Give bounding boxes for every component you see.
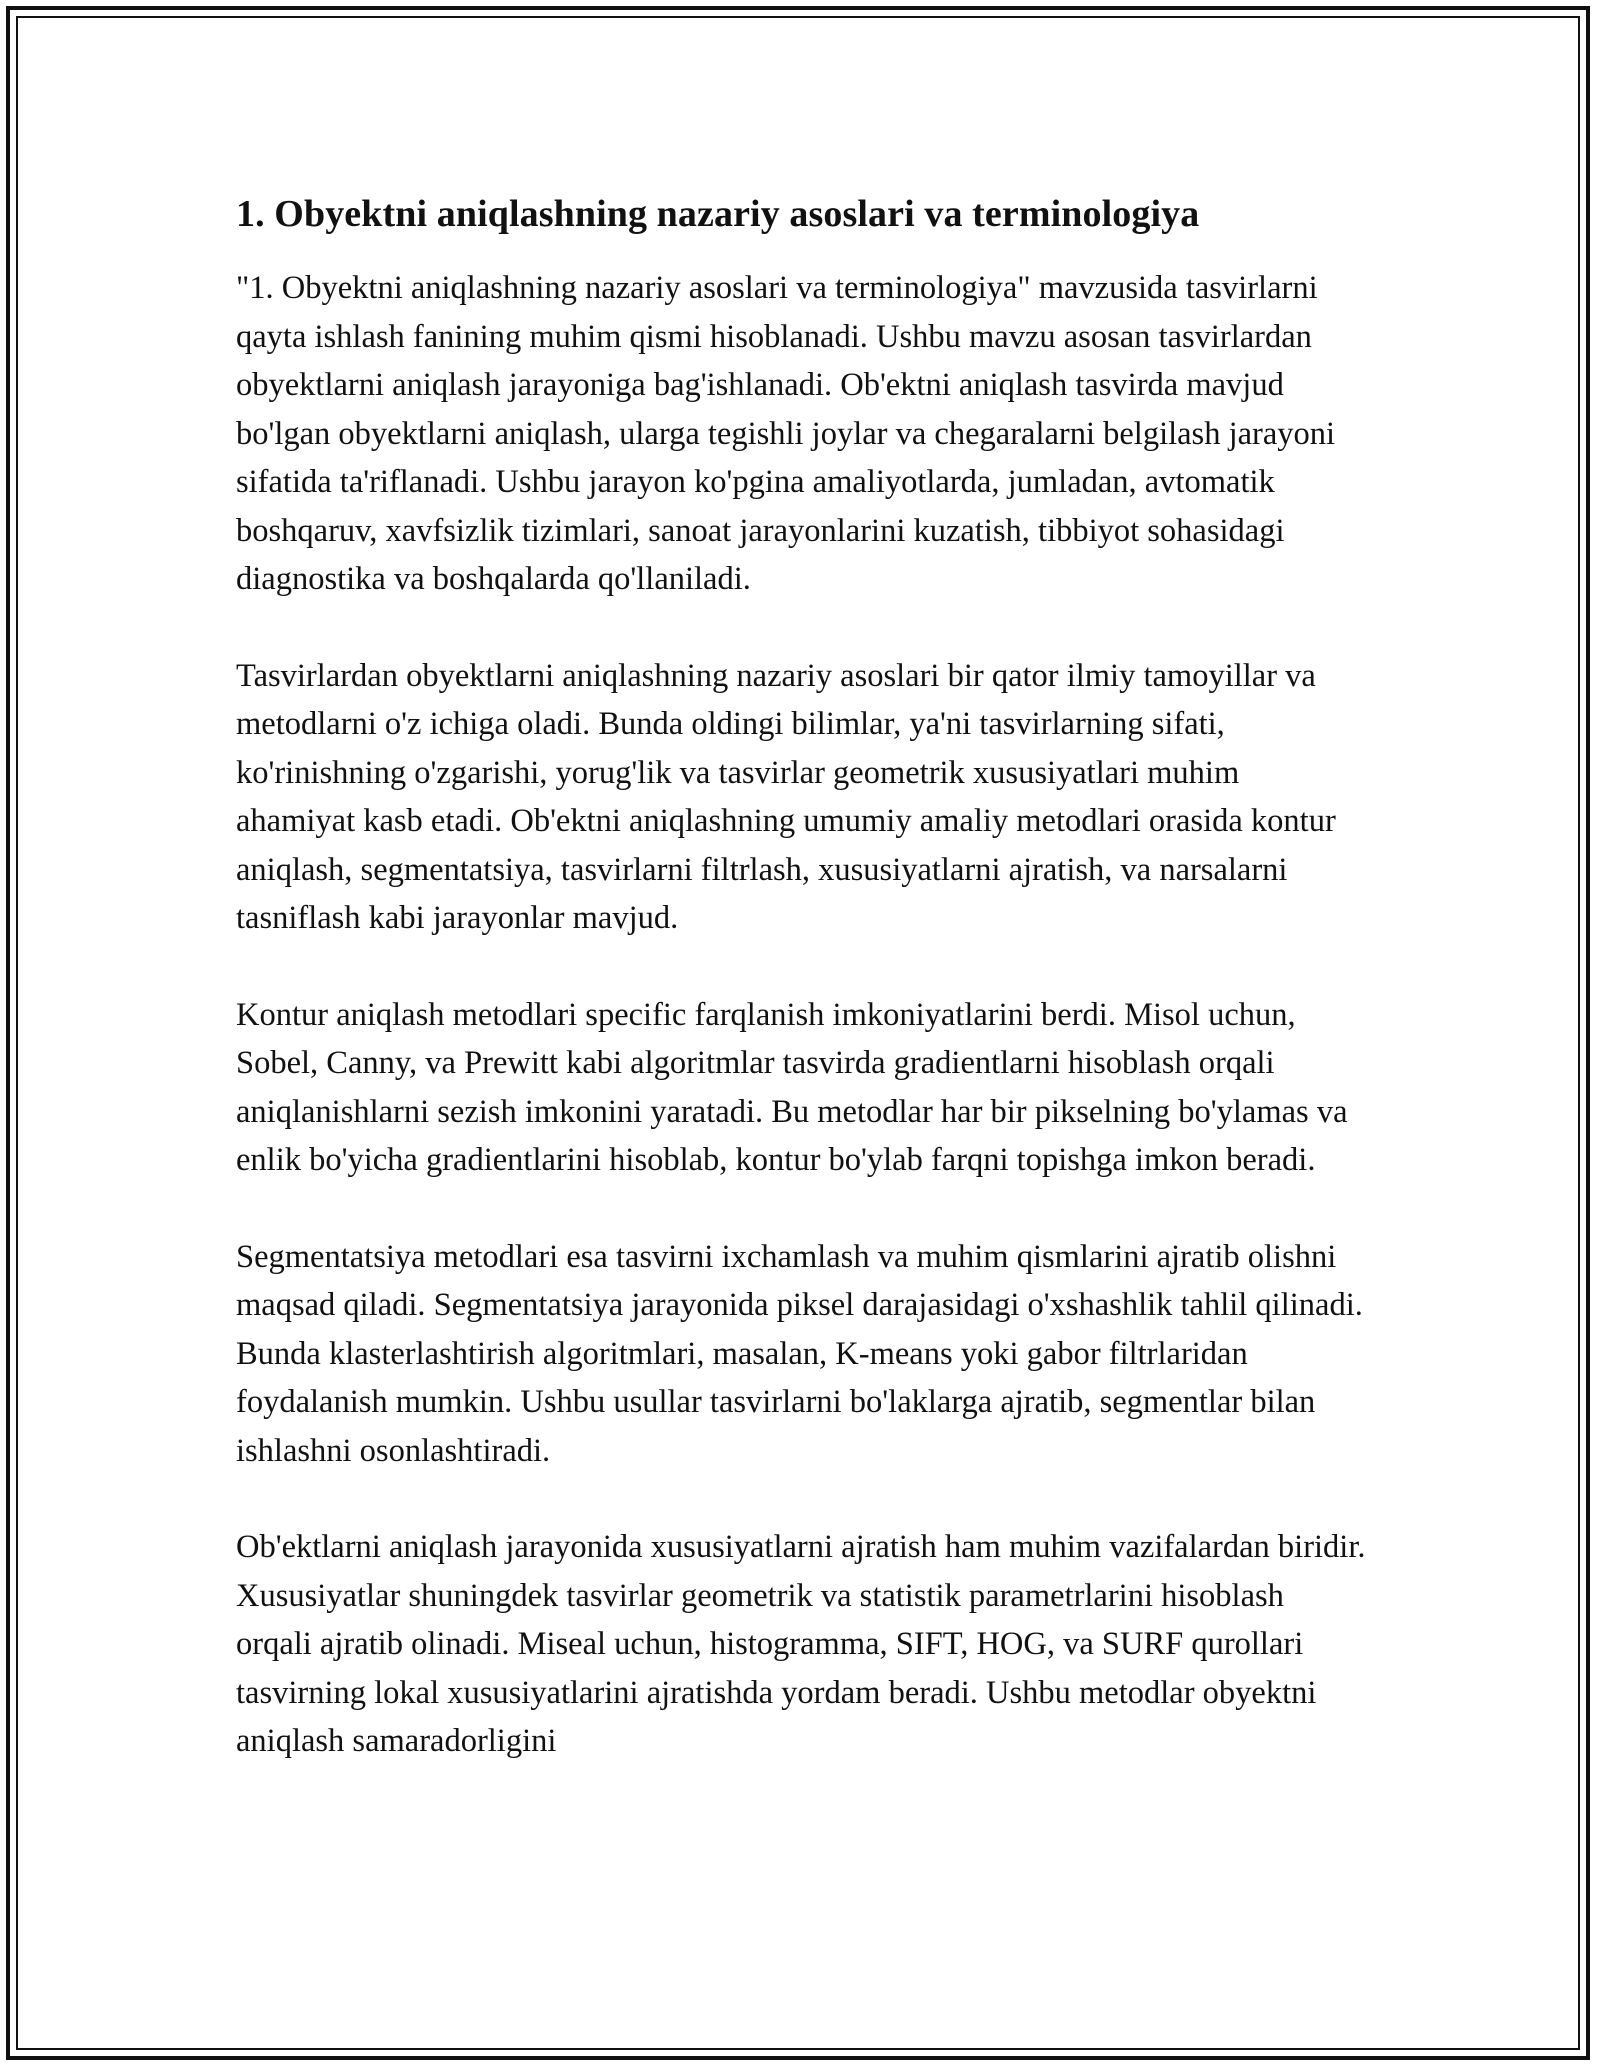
paragraph-introduction: "1. Obyektni aniqlashning nazariy asoslari va terminologiya" mavzusida tasvirlarni qayta ishlash fanining muhim qismi hisoblanadi. Ushbu mavzu asosan tasvirlardan obyektlarni aniqlash jarayoniga bag'ishlanadi. Ob'ektni aniqlash tasvirda mavjud bo'lgan obyektlarni aniqlash, ularga tegishli joylar va chegaralarni belgilash jarayoni sifatida ta'riflanadi. Ushbu jarayon ko'pgina amaliyotlarda, jumladan, avtomatik boshqaruv, xavfsizlik tizimlari, sanoat jarayonlarini kuzatish, tibbiyot sohasidagi diagnostika va boshqalarda qo'llaniladi. <box>236 270 1336 597</box>
document-body <box>236 186 1366 1814</box>
paragraph-theoretical-foundations: Tasvirlardan obyektlarni aniqlashning nazariy asoslari bir qator ilmiy tamoyillar va metodlarni o'z ichiga oladi. Bunda oldingi bilimlar, ya'ni tasvirlarning sifati, ko'rinishning o'zgarishi, yorug'lik va tasvirlar geometrik xususiyatlari muhim ahamiyat kasb etadi. Ob'ektni aniqlashning umumiy amaliy metodlari orasida kontur aniqlash, segmentatsiya, tasvirlarni filtrlash, xususiyatlarni ajratish, va narsalarni tasniflash kabi jarayonlar mavjud. <box>236 657 1336 936</box>
document-heading: 1. Obyektni aniqlashning nazariy asoslari va terminologiya <box>236 193 1200 235</box>
paragraph-feature-extraction: Ob'ektlarni aniqlash jarayonida xususiyatlarni ajratish ham muhim vazifalardan biridir. Xususiyatlar shuningdek tasvirlar geometrik va statistik parametrlarini hisoblash orqali ajratib olinadi. Miseal uchun, histogramma, SIFT, HOG, va SURF qurollari tasvirning lokal xususiyatlarini ajratishda yordam beradi. Ushbu metodlar obyektni aniqlash samaradorligini <box>236 1529 1366 1759</box>
paragraph-segmentation: Segmentatsiya metodlari esa tasvirni ixchamlash va muhim qismlarini ajratib olishni maqsad qiladi. Segmentatsiya jarayonida piksel darajasidagi o'xshashlik tahlil qilinadi. Bunda klasterlashtirish algoritmlari, masalan, K-means yoki gabor filtrlaridan foydalanish mumkin. Ushbu usullar tasvirlarni bo'laklarga ajratib, segmentlar bilan ishlashni osonlashtiradi. <box>236 1238 1363 1469</box>
paragraph-contour-detection: Kontur aniqlash metodlari specific farqlanish imkoniyatlarini berdi. Misol uchun, Sobel, Canny, va Prewitt kabi algoritmlar tasvirda gradientlarni hisoblash orqali aniqlanishlarni sezish imkonini yaratadi. Bu metodlar har bir pikselning bo'ylamas va enlik bo'yicha gradientlarini hisoblab, kontur bo'ylab farqni topishga imkon beradi. <box>236 996 1348 1178</box>
